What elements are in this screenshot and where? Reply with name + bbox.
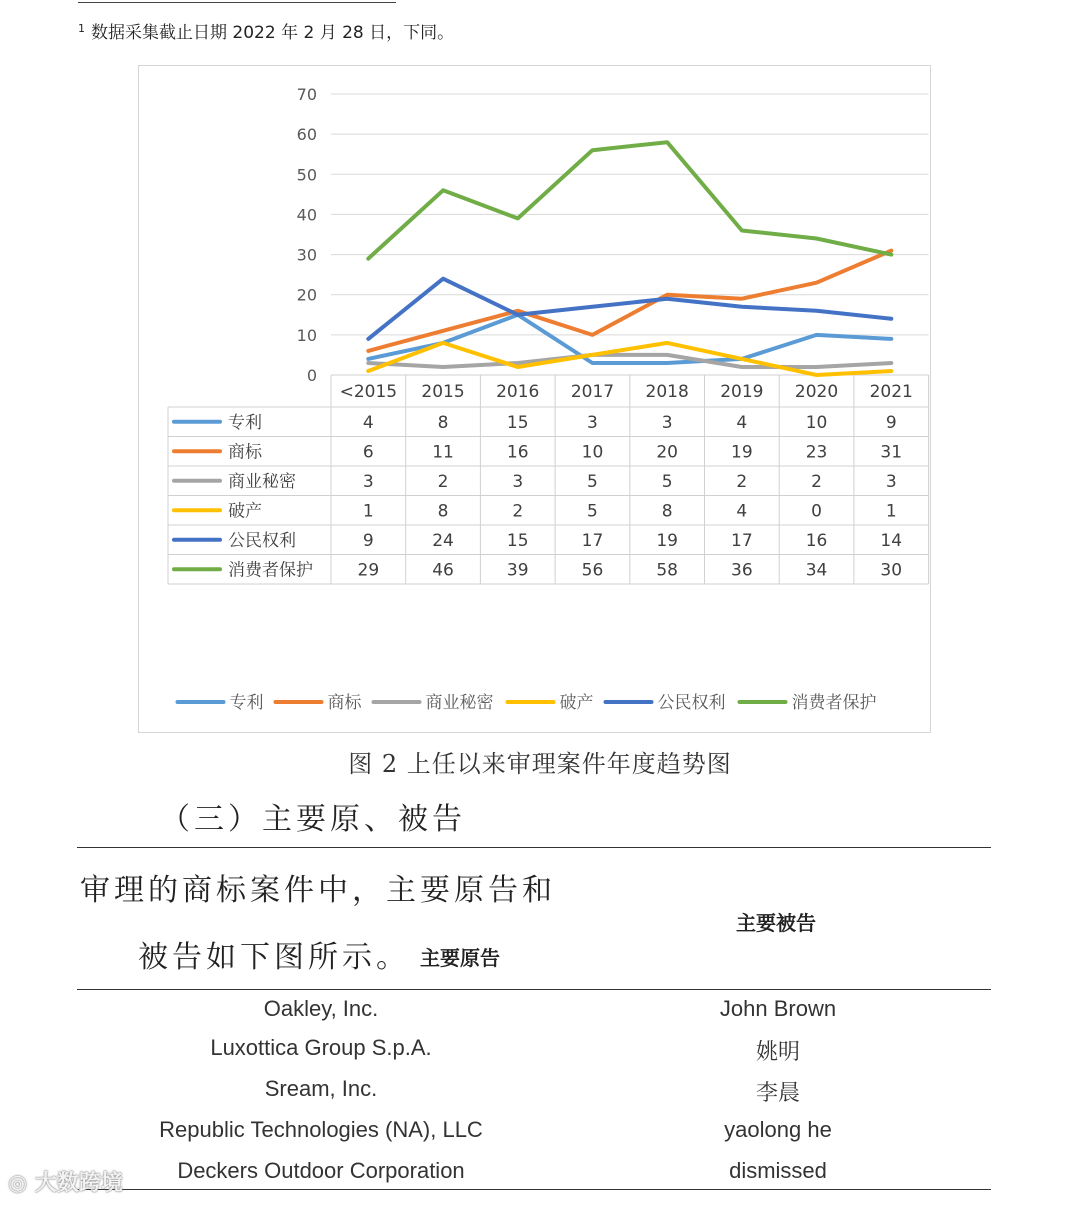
data-label: 46 xyxy=(432,560,454,581)
y-tick-label: 60 xyxy=(296,125,317,145)
plaintiff-cell: Republic Technologies (NA), LLC xyxy=(159,1117,483,1142)
data-label: 0 xyxy=(811,501,822,522)
defendant-cell: 姚明 xyxy=(755,1039,800,1064)
watermark-logo-icon: ◎ xyxy=(8,1171,28,1196)
intro-line-2: 被告如下图所示。 xyxy=(138,940,410,975)
data-label: 19 xyxy=(656,530,678,551)
series-line xyxy=(368,343,891,375)
plaintiff-cell: Sream, Inc. xyxy=(264,1076,378,1101)
series-line xyxy=(368,355,891,367)
data-label: 17 xyxy=(731,530,753,551)
data-label: 14 xyxy=(880,530,903,551)
y-tick-label: 50 xyxy=(296,165,317,185)
data-label: 5 xyxy=(661,471,673,492)
data-label: 4 xyxy=(362,412,374,433)
defendant-header: 主要被告 xyxy=(736,911,816,935)
y-tick-label: 0 xyxy=(306,366,317,385)
legend-label: 商标 xyxy=(327,693,362,713)
data-label: 9 xyxy=(362,530,374,551)
data-label: 30 xyxy=(880,560,903,581)
data-label: 31 xyxy=(880,442,903,463)
data-label: 5 xyxy=(587,471,598,492)
footnote xyxy=(78,18,454,43)
data-label: 6 xyxy=(362,442,374,463)
data-label: 2 xyxy=(437,471,449,492)
footnote-rule xyxy=(78,2,396,3)
data-label: 10 xyxy=(805,412,828,433)
watermark-text: 大数跨境 xyxy=(34,1171,123,1196)
data-label: 10 xyxy=(581,442,604,463)
x-tick-label: 2019 xyxy=(720,382,764,402)
defendant-cell: John Brown xyxy=(719,996,837,1021)
table-header-rule xyxy=(77,989,991,990)
table-series-name: 公民权利 xyxy=(228,530,296,551)
footnote-text: 数据采集截止日期 2022 年 2 月 28 日，下同。 xyxy=(91,23,455,43)
defendant-cell: dismissed xyxy=(729,1158,827,1183)
series-line xyxy=(368,142,891,258)
data-label: 20 xyxy=(656,442,678,463)
defendant-cell: 李晨 xyxy=(755,1080,800,1105)
section-heading: （三）主要原、被告 xyxy=(160,802,466,837)
data-label: 1 xyxy=(885,501,897,522)
table-series-name: 破产 xyxy=(228,501,262,522)
legend-label: 商业秘密 xyxy=(425,693,494,713)
data-label: 4 xyxy=(736,412,748,433)
table-series-name: 商标 xyxy=(228,442,262,463)
data-label: 3 xyxy=(362,471,374,492)
data-label: 11 xyxy=(432,442,454,463)
data-label: 16 xyxy=(805,530,828,551)
x-tick-label: 2017 xyxy=(570,382,615,402)
data-label: 2 xyxy=(811,471,822,492)
x-tick-label: <2015 xyxy=(339,382,398,402)
table-series-name: 专利 xyxy=(228,412,262,433)
data-label: 2 xyxy=(736,471,748,492)
data-label: 3 xyxy=(587,412,598,433)
x-tick-label: 2021 xyxy=(869,382,913,402)
data-label: 2 xyxy=(512,501,524,522)
plaintiff-header: 主要原告 xyxy=(420,946,500,970)
y-tick-label: 40 xyxy=(296,205,317,225)
y-tick-label: 20 xyxy=(296,285,317,305)
legend-label: 公民权利 xyxy=(657,693,726,713)
plaintiff-cell: Deckers Outdoor Corporation xyxy=(177,1158,465,1183)
data-label: 8 xyxy=(437,412,449,433)
data-label: 1 xyxy=(362,501,374,522)
legend-label: 消费者保护 xyxy=(791,693,877,713)
y-tick-label: 70 xyxy=(296,85,317,104)
data-label: 16 xyxy=(506,442,529,463)
table-top-rule xyxy=(77,847,991,848)
defendant-cell: yaolong he xyxy=(724,1117,832,1142)
figure-caption: 图 2 上任以来审理案件年度趋势图 xyxy=(348,750,732,778)
data-label: 3 xyxy=(885,471,897,492)
data-label: 34 xyxy=(805,560,828,581)
data-label: 56 xyxy=(581,560,604,581)
table-bottom-rule xyxy=(77,1189,991,1190)
x-tick-label: 2018 xyxy=(645,382,689,402)
data-label: 58 xyxy=(656,560,678,581)
data-label: 15 xyxy=(506,530,529,551)
data-label: 8 xyxy=(437,501,449,522)
data-label: 9 xyxy=(885,412,897,433)
x-tick-label: 2020 xyxy=(794,382,839,402)
data-label: 23 xyxy=(805,442,828,463)
legend-label: 专利 xyxy=(229,693,264,713)
data-label: 39 xyxy=(506,560,529,581)
data-label: 4 xyxy=(736,501,748,522)
x-tick-label: 2015 xyxy=(421,382,465,402)
table-series-name: 消费者保护 xyxy=(228,560,313,581)
data-label: 19 xyxy=(731,442,753,463)
plaintiff-cell: Oakley, Inc. xyxy=(263,996,379,1021)
data-label: 8 xyxy=(661,501,673,522)
data-label: 29 xyxy=(357,560,380,581)
chart-frame xyxy=(138,65,931,733)
trend-chart xyxy=(139,66,930,732)
intro-line-1: 审理的商标案件中，主要原告和 xyxy=(80,873,556,908)
data-label: 3 xyxy=(512,471,524,492)
data-label: 3 xyxy=(661,412,673,433)
x-tick-label: 2016 xyxy=(496,382,540,402)
data-label: 17 xyxy=(581,530,604,551)
data-label: 5 xyxy=(587,501,598,522)
legend-label: 破产 xyxy=(559,693,594,713)
table-series-name: 商业秘密 xyxy=(228,471,296,492)
data-label: 15 xyxy=(506,412,529,433)
data-label: 36 xyxy=(731,560,753,581)
footnote-marker: 1 xyxy=(78,22,85,35)
watermark xyxy=(8,1166,123,1197)
plaintiff-cell: Luxottica Group S.p.A. xyxy=(210,1035,432,1060)
y-tick-label: 30 xyxy=(296,245,317,265)
data-label: 24 xyxy=(432,530,454,551)
y-tick-label: 10 xyxy=(296,325,317,345)
